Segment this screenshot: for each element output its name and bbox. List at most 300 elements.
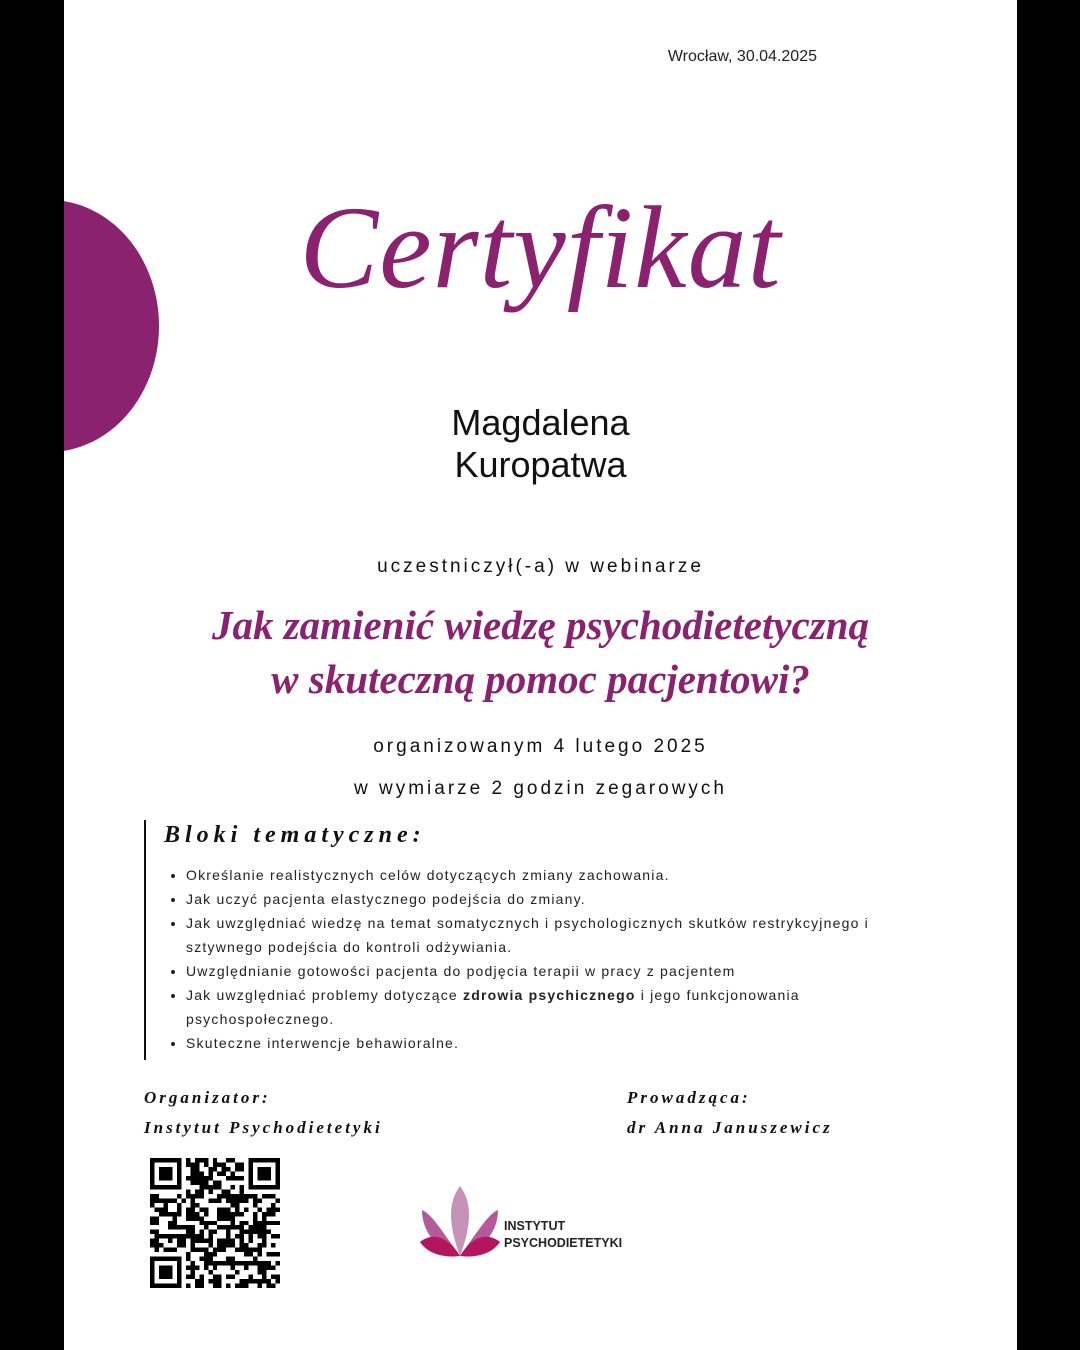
- qr-module: [253, 1212, 257, 1216]
- qr-module: [262, 1216, 266, 1220]
- qr-module: [249, 1252, 253, 1256]
- qr-module: [190, 1270, 194, 1274]
- qr-module: [186, 1162, 190, 1166]
- qr-module: [226, 1243, 230, 1247]
- qr-module: [253, 1216, 257, 1220]
- qr-module: [249, 1275, 253, 1279]
- qr-module: [168, 1225, 172, 1229]
- qr-module: [213, 1275, 217, 1279]
- qr-module: [168, 1248, 172, 1252]
- qr-module: [159, 1207, 163, 1211]
- qr-module: [240, 1176, 244, 1180]
- qr-module: [231, 1257, 235, 1261]
- qr-module: [217, 1212, 221, 1216]
- qr-module: [208, 1257, 212, 1261]
- topic-item: [186, 983, 924, 1031]
- qr-module: [199, 1279, 203, 1283]
- qr-module: [181, 1239, 185, 1243]
- qr-module: [249, 1279, 253, 1283]
- qr-module: [199, 1230, 203, 1234]
- topic-item-text: i jego funkcjonowania psychospołecznego.: [186, 987, 800, 1027]
- qr-module: [222, 1225, 226, 1229]
- qr-module: [258, 1270, 262, 1274]
- qr-module: [267, 1194, 271, 1198]
- qr-module: [163, 1212, 167, 1216]
- qr-module: [231, 1198, 235, 1202]
- qr-module: [204, 1261, 208, 1265]
- qr-module: [226, 1194, 230, 1198]
- qr-module: [190, 1198, 194, 1202]
- qr-module: [204, 1185, 208, 1189]
- qr-module: [204, 1221, 208, 1225]
- qr-module: [226, 1207, 230, 1211]
- qr-module: [186, 1252, 190, 1256]
- qr-module: [258, 1198, 262, 1202]
- qr-module: [226, 1176, 230, 1180]
- qr-module: [235, 1167, 239, 1171]
- qr-module: [244, 1279, 248, 1283]
- organized-date: organizowanym 4 lutego 2025: [373, 736, 708, 757]
- qr-module: [267, 1221, 271, 1225]
- qr-module: [249, 1234, 253, 1238]
- qr-module: [244, 1248, 248, 1252]
- qr-module: [181, 1225, 185, 1229]
- qr-module: [186, 1284, 190, 1288]
- qr-module: [195, 1279, 199, 1283]
- qr-module: [258, 1243, 262, 1247]
- qr-module: [199, 1239, 203, 1243]
- qr-module: [226, 1234, 230, 1238]
- qr-module: [244, 1261, 248, 1265]
- lead-name: dr Anna Januszewicz: [627, 1118, 833, 1137]
- qr-module: [208, 1270, 212, 1274]
- qr-module: [235, 1284, 239, 1288]
- qr-module: [199, 1189, 203, 1193]
- qr-module: [195, 1234, 199, 1238]
- qr-module: [267, 1252, 271, 1256]
- qr-module: [235, 1203, 239, 1207]
- qr-module: [240, 1162, 244, 1166]
- logo-text-line1: INSTYTUT: [504, 1219, 566, 1233]
- qr-module: [168, 1234, 172, 1238]
- qr-module: [213, 1266, 217, 1270]
- qr-module: [235, 1194, 239, 1198]
- qr-module: [190, 1234, 194, 1238]
- qr-module: [276, 1207, 280, 1211]
- qr-module: [208, 1239, 212, 1243]
- qr-module: [208, 1234, 212, 1238]
- qr-module: [262, 1279, 266, 1283]
- qr-module: [258, 1266, 262, 1270]
- qr-module: [262, 1270, 266, 1274]
- qr-module: [213, 1158, 217, 1162]
- qr-module: [199, 1194, 203, 1198]
- qr-module: [249, 1194, 253, 1198]
- lotus-logo-icon: [418, 1184, 502, 1260]
- qr-module: [208, 1176, 212, 1180]
- qr-module: [244, 1221, 248, 1225]
- qr-module: [226, 1225, 230, 1229]
- topic-item: • Uwzględnianie gotowości pacjenta do podjęcia terapii w pracy z pacjentem: [186, 959, 924, 983]
- qr-module: [231, 1216, 235, 1220]
- topic-list: [164, 863, 924, 1055]
- qr-module: [190, 1162, 194, 1166]
- topic-item: • Określanie realistycznych celów dotyczących zmiany zachowania.: [186, 863, 924, 887]
- qr-module: [226, 1216, 230, 1220]
- qr-module: [208, 1230, 212, 1234]
- qr-module: [213, 1261, 217, 1265]
- qr-module: [204, 1252, 208, 1256]
- qr-module: [195, 1176, 199, 1180]
- qr-module: [213, 1279, 217, 1283]
- qr-module: [186, 1266, 190, 1270]
- qr-module: [150, 1221, 154, 1225]
- qr-module: [195, 1167, 199, 1171]
- qr-module: [235, 1162, 239, 1166]
- topic-item-bold-text: zdrowia psychicznego: [463, 987, 636, 1003]
- qr-module: [235, 1261, 239, 1265]
- qr-module: [222, 1243, 226, 1247]
- qr-module: [222, 1248, 226, 1252]
- qr-module: [172, 1248, 176, 1252]
- qr-module: [199, 1248, 203, 1252]
- qr-module: [208, 1252, 212, 1256]
- qr-module: [186, 1158, 190, 1162]
- qr-module: [262, 1221, 266, 1225]
- qr-module: [217, 1185, 221, 1189]
- qr-module: [150, 1239, 154, 1243]
- qr-module: [150, 1194, 154, 1198]
- qr-module: [240, 1239, 244, 1243]
- qr-module: [276, 1252, 280, 1256]
- qr-module: [258, 1221, 262, 1225]
- qr-module: [195, 1194, 199, 1198]
- qr-module: [217, 1284, 221, 1288]
- qr-module: [244, 1230, 248, 1234]
- qr-module: [222, 1207, 226, 1211]
- qr-module: [271, 1275, 275, 1279]
- qr-module: [262, 1243, 266, 1247]
- qr-module: [154, 1248, 158, 1252]
- qr-module: [217, 1275, 221, 1279]
- qr-module: [226, 1158, 230, 1162]
- qr-module: [217, 1216, 221, 1220]
- qr-module: [217, 1225, 221, 1229]
- qr-module: [199, 1257, 203, 1261]
- topic-item: • Jak uczyć pacjenta elastycznego podejścia do zmiany.: [186, 887, 924, 911]
- qr-module: [240, 1212, 244, 1216]
- qr-module: [199, 1216, 203, 1220]
- qr-module: [154, 1194, 158, 1198]
- qr-module: [154, 1230, 158, 1234]
- qr-module: [159, 1234, 163, 1238]
- qr-module: [253, 1221, 257, 1225]
- qr-module: [231, 1194, 235, 1198]
- qr-module: [267, 1212, 271, 1216]
- qr-module: [213, 1167, 217, 1171]
- qr-module: [217, 1198, 221, 1202]
- qr-module: [208, 1167, 212, 1171]
- webinar-title: [64, 598, 1017, 706]
- qr-module: [276, 1221, 280, 1225]
- qr-module: [217, 1171, 221, 1175]
- qr-module: [240, 1221, 244, 1225]
- qr-module: [231, 1266, 235, 1270]
- qr-module: [190, 1216, 194, 1220]
- qr-module: [181, 1243, 185, 1247]
- qr-module: [199, 1185, 203, 1189]
- qr-module: [150, 1198, 154, 1202]
- qr-module: [213, 1230, 217, 1234]
- qr-module: [213, 1162, 217, 1166]
- topic-item: • Skuteczne interwencje behawioralne.: [186, 1031, 924, 1055]
- qr-module: [195, 1189, 199, 1193]
- qr-module: [177, 1207, 181, 1211]
- qr-module: [172, 1212, 176, 1216]
- qr-module: [172, 1225, 176, 1229]
- qr-module: [154, 1234, 158, 1238]
- qr-module: [226, 1261, 230, 1265]
- qr-module: [258, 1225, 262, 1229]
- qr-module: [258, 1252, 262, 1256]
- topic-blocks: [144, 820, 924, 1060]
- qr-module: [235, 1270, 239, 1274]
- qr-module: [208, 1189, 212, 1193]
- qr-module: [235, 1212, 239, 1216]
- qr-module: [181, 1198, 185, 1202]
- topic-item: • Jak uwzględniać wiedzę na temat somatycznych i psychologicznych skutków restrykcyjnego i sztywnego podejścia do kontroli odżywiania.: [186, 911, 924, 959]
- qr-module: [213, 1252, 217, 1256]
- qr-module: [276, 1261, 280, 1265]
- qr-module: [226, 1275, 230, 1279]
- qr-module: [190, 1167, 194, 1171]
- qr-module: [208, 1185, 212, 1189]
- qr-module: [231, 1203, 235, 1207]
- participant-name: [64, 402, 1017, 486]
- qr-module: [190, 1176, 194, 1180]
- qr-module: [163, 1248, 167, 1252]
- qr-module: [159, 1198, 163, 1202]
- qr-module: [163, 1198, 167, 1202]
- qr-module: [258, 1248, 262, 1252]
- qr-module: [235, 1207, 239, 1211]
- qr-module: [204, 1248, 208, 1252]
- qr-module: [253, 1248, 257, 1252]
- qr-module: [204, 1162, 208, 1166]
- qr-module: [222, 1189, 226, 1193]
- qr-module: [262, 1225, 266, 1229]
- qr-module: [226, 1284, 230, 1288]
- qr-module: [240, 1198, 244, 1202]
- qr-module: [190, 1171, 194, 1175]
- qr-module: [177, 1203, 181, 1207]
- qr-module: [240, 1243, 244, 1247]
- qr-module: [253, 1203, 257, 1207]
- qr-module: [177, 1212, 181, 1216]
- qr-module: [199, 1171, 203, 1175]
- qr-module: [154, 1243, 158, 1247]
- qr-module: [240, 1185, 244, 1189]
- qr-module: [163, 1234, 167, 1238]
- qr-module: [217, 1279, 221, 1283]
- institute-logo: [418, 1184, 658, 1260]
- qr-module: [204, 1266, 208, 1270]
- qr-module: [195, 1248, 199, 1252]
- organizer-label: Organizator:: [144, 1088, 271, 1107]
- qr-module: [249, 1248, 253, 1252]
- qr-module: [172, 1198, 176, 1202]
- qr-module: [262, 1266, 266, 1270]
- qr-module: [208, 1198, 212, 1202]
- qr-module: [168, 1239, 172, 1243]
- qr-module: [249, 1230, 253, 1234]
- qr-module: [199, 1207, 203, 1211]
- qr-module: [186, 1234, 190, 1238]
- organizer-name: Instytut Psychodietetyki: [144, 1118, 383, 1137]
- qr-module: [267, 1266, 271, 1270]
- qr-module: [226, 1239, 230, 1243]
- qr-module: [222, 1194, 226, 1198]
- qr-module: [186, 1207, 190, 1211]
- qr-module: [240, 1261, 244, 1265]
- qr-module: [231, 1185, 235, 1189]
- webinar-title-line2: w skuteczną pomoc pacjentowi?: [271, 656, 810, 702]
- qr-module: [204, 1239, 208, 1243]
- qr-module: [231, 1221, 235, 1225]
- qr-module: [213, 1248, 217, 1252]
- qr-module: [222, 1167, 226, 1171]
- qr-module: [204, 1212, 208, 1216]
- qr-module: [199, 1158, 203, 1162]
- qr-module: [276, 1279, 280, 1283]
- qr-module: [240, 1194, 244, 1198]
- qr-module: [271, 1252, 275, 1256]
- qr-module: [172, 1221, 176, 1225]
- qr-module: [213, 1198, 217, 1202]
- qr-module: [208, 1279, 212, 1283]
- qr-module: [244, 1266, 248, 1270]
- qr-module: [186, 1275, 190, 1279]
- qr-module: [222, 1239, 226, 1243]
- qr-module: [258, 1234, 262, 1238]
- qr-module: [204, 1225, 208, 1229]
- qr-module: [213, 1180, 217, 1184]
- qr-module: [244, 1252, 248, 1256]
- participated-text: uczestniczył(-a) w webinarze: [377, 556, 704, 577]
- qr-module: [213, 1221, 217, 1225]
- qr-module: [186, 1216, 190, 1220]
- qr-module: [240, 1279, 244, 1283]
- qr-module: [276, 1234, 280, 1238]
- qr-module: [159, 1243, 163, 1247]
- qr-module: [253, 1194, 257, 1198]
- qr-module: [253, 1279, 257, 1283]
- qr-module: [258, 1279, 262, 1283]
- certificate-page: [64, 0, 1017, 1350]
- qr-module: [195, 1216, 199, 1220]
- qr-module: [244, 1284, 248, 1288]
- qr-module: [204, 1180, 208, 1184]
- qr-module: [195, 1239, 199, 1243]
- qr-module: [235, 1176, 239, 1180]
- qr-module: [262, 1275, 266, 1279]
- qr-module: [231, 1176, 235, 1180]
- qr-module: [217, 1180, 221, 1184]
- qr-module: [258, 1284, 262, 1288]
- qr-module: [150, 1243, 154, 1247]
- certificate-title: Certyfikat: [299, 182, 782, 313]
- lead-label: Prowadząca:: [627, 1088, 751, 1107]
- qr-module: [271, 1207, 275, 1211]
- qr-module: [154, 1216, 158, 1220]
- qr-module: [213, 1284, 217, 1288]
- qr-module: [271, 1266, 275, 1270]
- qr-module: [159, 1212, 163, 1216]
- qr-module: [262, 1212, 266, 1216]
- qr-module: [276, 1275, 280, 1279]
- qr-module: [258, 1207, 262, 1211]
- qr-module: [195, 1162, 199, 1166]
- qr-module: [235, 1248, 239, 1252]
- qr-module: [190, 1239, 194, 1243]
- qr-module: [226, 1167, 230, 1171]
- qr-module: [195, 1266, 199, 1270]
- qr-module: [208, 1243, 212, 1247]
- qr-module: [217, 1239, 221, 1243]
- topic-blocks-title: Bloki tematyczne:: [164, 822, 426, 848]
- qr-module: [199, 1176, 203, 1180]
- qr-module: [204, 1176, 208, 1180]
- qr-module: [262, 1234, 266, 1238]
- qr-module: [258, 1261, 262, 1265]
- qr-module: [150, 1230, 154, 1234]
- qr-module: [150, 1203, 154, 1207]
- qr-module: [154, 1239, 158, 1243]
- qr-module: [190, 1243, 194, 1247]
- qr-module: [231, 1158, 235, 1162]
- qr-module: [190, 1266, 194, 1270]
- qr-module: [217, 1194, 221, 1198]
- participant-first-name: Magdalena: [451, 402, 630, 443]
- qr-module: [199, 1221, 203, 1225]
- qr-module: [199, 1284, 203, 1288]
- qr-module: [195, 1284, 199, 1288]
- qr-module: [217, 1261, 221, 1265]
- qr-module: [222, 1162, 226, 1166]
- qr-module: [249, 1239, 253, 1243]
- qr-module: [190, 1225, 194, 1229]
- qr-module: [190, 1207, 194, 1211]
- qr-module: [267, 1279, 271, 1283]
- qr-module: [181, 1234, 185, 1238]
- qr-module: [271, 1284, 275, 1288]
- qr-module: [262, 1239, 266, 1243]
- qr-module: [231, 1261, 235, 1265]
- qr-module: [262, 1261, 266, 1265]
- qr-module: [186, 1225, 190, 1229]
- qr-module: [204, 1158, 208, 1162]
- qr-module: [253, 1225, 257, 1229]
- qr-module: [271, 1194, 275, 1198]
- qr-module: [244, 1198, 248, 1202]
- qr-module: [258, 1230, 262, 1234]
- qr-code-icon[interactable]: [150, 1158, 280, 1288]
- qr-module: [190, 1230, 194, 1234]
- qr-module: [240, 1189, 244, 1193]
- qr-module: [244, 1194, 248, 1198]
- qr-module: [168, 1221, 172, 1225]
- qr-module: [190, 1180, 194, 1184]
